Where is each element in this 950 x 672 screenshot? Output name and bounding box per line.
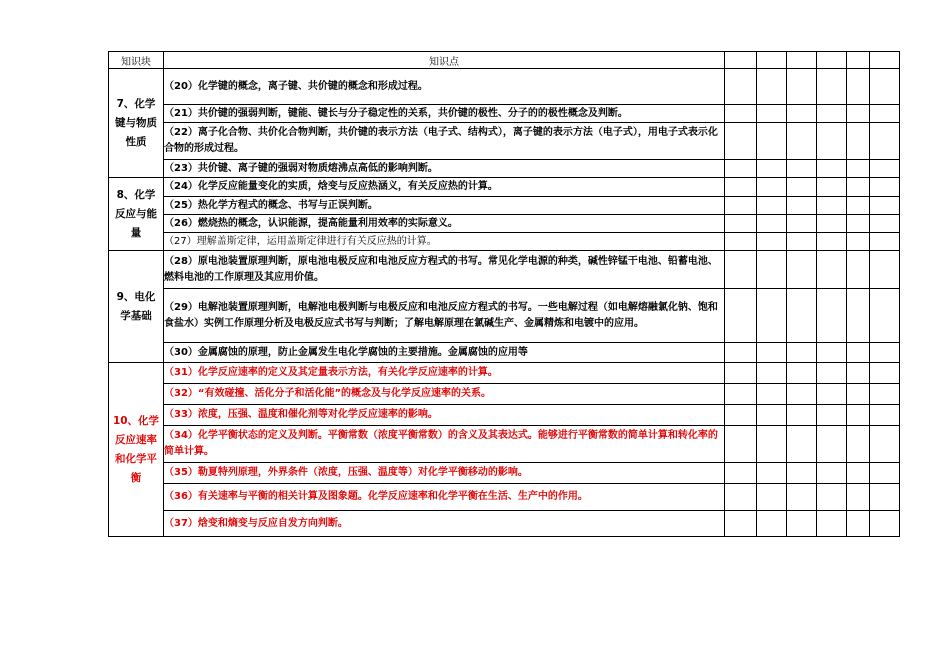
check-cell[interactable]	[847, 105, 870, 123]
check-cell[interactable]	[725, 343, 757, 363]
check-cell[interactable]	[787, 251, 817, 289]
knowledge-block-title: 8、化学反应与能量	[115, 188, 157, 239]
check-cell[interactable]	[725, 384, 757, 405]
knowledge-point: （27）理解盖斯定律，运用盖斯定律进行有关反应热的计算。	[164, 233, 725, 251]
check-cell[interactable]	[870, 233, 900, 251]
check-cell[interactable]	[870, 215, 900, 233]
check-cell[interactable]	[725, 215, 757, 233]
check-cell[interactable]	[817, 215, 847, 233]
knowledge-point: （23）共价键、离子键的强弱对物质熔沸点高低的影响判断。	[164, 160, 725, 178]
check-cell[interactable]	[757, 105, 787, 123]
knowledge-block-cell	[109, 251, 164, 363]
check-cell[interactable]	[870, 363, 900, 384]
check-cell[interactable]	[817, 405, 847, 426]
check-cell[interactable]	[787, 105, 817, 123]
check-cell[interactable]	[847, 511, 870, 537]
knowledge-point: （30）金属腐蚀的原理，防止金属发生电化学腐蚀的主要措施。金属腐蚀的应用等	[164, 343, 725, 363]
check-cell[interactable]	[725, 69, 757, 105]
table-row	[109, 160, 900, 178]
check-cell[interactable]	[847, 426, 870, 463]
check-cell[interactable]	[817, 511, 847, 537]
check-cell[interactable]	[725, 484, 757, 511]
table-row	[109, 215, 900, 233]
check-cell[interactable]	[847, 178, 870, 197]
table-row	[109, 289, 900, 343]
knowledge-block-title: 7、化学键与物质性质	[115, 97, 157, 148]
check-cell[interactable]	[725, 105, 757, 123]
check-cell[interactable]	[725, 405, 757, 426]
check-cell[interactable]	[870, 463, 900, 484]
check-cell[interactable]	[817, 251, 847, 289]
knowledge-block-cell	[109, 69, 164, 178]
check-cell[interactable]	[870, 426, 900, 463]
check-cell[interactable]	[757, 405, 787, 426]
knowledge-table	[108, 51, 900, 537]
check-cell[interactable]	[757, 511, 787, 537]
table-row	[109, 405, 900, 426]
check-column-header	[787, 52, 817, 69]
check-cell[interactable]	[757, 69, 787, 105]
check-cell[interactable]	[757, 178, 787, 197]
table-row	[109, 197, 900, 215]
table-row	[109, 426, 900, 463]
check-cell[interactable]	[870, 105, 900, 123]
check-cell[interactable]	[725, 511, 757, 537]
table-row	[109, 511, 900, 537]
check-cell[interactable]	[847, 343, 870, 363]
check-cell[interactable]	[870, 123, 900, 160]
table-row	[109, 69, 900, 105]
knowledge-point: （22）离子化合物、共价化合物判断，共价键的表示方法（电子式、结构式），离子键的表示方法（电子式），用电子式表示化合物的形成过程。	[164, 123, 725, 160]
check-column-header	[725, 52, 757, 69]
check-cell[interactable]	[787, 363, 817, 384]
check-cell[interactable]	[725, 363, 757, 384]
check-cell[interactable]	[725, 463, 757, 484]
check-cell[interactable]	[847, 251, 870, 289]
check-cell[interactable]	[757, 233, 787, 251]
check-cell[interactable]	[847, 363, 870, 384]
check-cell[interactable]	[787, 463, 817, 484]
header-row	[109, 52, 900, 69]
check-cell[interactable]	[870, 343, 900, 363]
knowledge-point: （24）化学反应能量变化的实质，焓变与反应热涵义，有关反应热的计算。	[164, 178, 725, 197]
table-row	[109, 363, 900, 384]
check-cell[interactable]	[787, 511, 817, 537]
table-row	[109, 251, 900, 289]
check-cell[interactable]	[870, 384, 900, 405]
check-cell[interactable]	[847, 463, 870, 484]
knowledge-block-title: 10、化学反应速率和化学平衡	[112, 414, 160, 484]
knowledge-block-cell	[109, 178, 164, 251]
knowledge-point: （28）原电池装置原理判断，原电池电极反应和电池反应方程式的书写。常见化学电源的种类，碱性锌锰干电池、铅蓄电池、燃料电池的工作原理及其应用价值。	[164, 251, 725, 289]
check-cell[interactable]	[725, 160, 757, 178]
check-cell[interactable]	[725, 251, 757, 289]
check-cell[interactable]	[817, 233, 847, 251]
check-cell[interactable]	[787, 178, 817, 197]
table-row	[109, 105, 900, 123]
header-point: 知识点	[164, 52, 725, 69]
table-row	[109, 123, 900, 160]
check-cell[interactable]	[787, 484, 817, 511]
check-cell[interactable]	[817, 426, 847, 463]
knowledge-point: （37）焓变和熵变与反应自发方向判断。	[164, 511, 725, 537]
check-cell[interactable]	[847, 289, 870, 343]
check-cell[interactable]	[817, 343, 847, 363]
check-cell[interactable]	[870, 251, 900, 289]
check-cell[interactable]	[847, 484, 870, 511]
header-block: 知识块	[109, 52, 164, 69]
check-cell[interactable]	[870, 289, 900, 343]
check-cell[interactable]	[817, 178, 847, 197]
check-cell[interactable]	[725, 233, 757, 251]
check-cell[interactable]	[787, 233, 817, 251]
check-cell[interactable]	[757, 251, 787, 289]
check-cell[interactable]	[787, 426, 817, 463]
check-cell[interactable]	[757, 484, 787, 511]
check-cell[interactable]	[847, 384, 870, 405]
check-cell[interactable]	[787, 197, 817, 215]
check-cell[interactable]	[787, 69, 817, 105]
check-column-header	[870, 52, 900, 69]
check-cell[interactable]	[757, 363, 787, 384]
check-cell[interactable]	[787, 405, 817, 426]
check-cell[interactable]	[757, 289, 787, 343]
check-cell[interactable]	[817, 289, 847, 343]
table-row	[109, 463, 900, 484]
knowledge-point: （35）勒夏特列原理，外界条件（浓度，压强、温度等）对化学平衡移动的影响。	[164, 463, 725, 484]
check-cell[interactable]	[817, 123, 847, 160]
check-cell[interactable]	[757, 384, 787, 405]
knowledge-point: （25）热化学方程式的概念、书写与正误判断。	[164, 197, 725, 215]
knowledge-point: （26）燃烧热的概念，认识能源，提高能量利用效率的实际意义。	[164, 215, 725, 233]
check-cell[interactable]	[817, 160, 847, 178]
check-cell[interactable]	[847, 215, 870, 233]
check-cell[interactable]	[847, 123, 870, 160]
check-cell[interactable]	[870, 178, 900, 197]
check-cell[interactable]	[725, 178, 757, 197]
check-cell[interactable]	[725, 197, 757, 215]
knowledge-point: （21）共价键的强弱判断，键能、键长与分子稳定性的关系，共价键的极性、分子的的极性概念及判断。	[164, 105, 725, 123]
check-cell[interactable]	[725, 426, 757, 463]
check-cell[interactable]	[787, 160, 817, 178]
check-cell[interactable]	[757, 123, 787, 160]
check-cell[interactable]	[817, 69, 847, 105]
knowledge-point: （32）“有效碰撞、活化分子和活化能”的概念及与化学反应速率的关系。	[164, 384, 725, 405]
check-cell[interactable]	[817, 363, 847, 384]
check-cell[interactable]	[787, 343, 817, 363]
check-cell[interactable]	[817, 484, 847, 511]
knowledge-point: （31）化学反应速率的定义及其定量表示方法，有关化学反应速率的计算。	[164, 363, 725, 384]
knowledge-point: （20）化学键的概念，离子键、共价键的概念和形成过程。	[164, 69, 725, 105]
check-column-header	[847, 52, 870, 69]
check-cell[interactable]	[757, 197, 787, 215]
check-cell[interactable]	[787, 215, 817, 233]
check-cell[interactable]	[787, 384, 817, 405]
check-cell[interactable]	[817, 197, 847, 215]
check-cell[interactable]	[787, 289, 817, 343]
table-row	[109, 343, 900, 363]
check-cell[interactable]	[870, 69, 900, 105]
check-cell[interactable]	[847, 405, 870, 426]
check-cell[interactable]	[847, 233, 870, 251]
check-cell[interactable]	[757, 160, 787, 178]
knowledge-block-title: 9、电化学基础	[116, 290, 156, 322]
check-cell[interactable]	[817, 384, 847, 405]
check-cell[interactable]	[870, 511, 900, 537]
check-cell[interactable]	[757, 426, 787, 463]
check-cell[interactable]	[870, 405, 900, 426]
check-cell[interactable]	[870, 197, 900, 215]
check-cell[interactable]	[870, 160, 900, 178]
table-row	[109, 384, 900, 405]
check-column-header	[817, 52, 847, 69]
table-row	[109, 484, 900, 511]
check-cell[interactable]	[725, 289, 757, 343]
knowledge-block-cell	[109, 363, 164, 537]
knowledge-point: （29）电解池装置原理判断，电解池电极判断与电极反应和电池反应方程式的书写。一些电解过程（如电解熔融氯化钠、饱和食盐水）实例工作原理分析及电极反应式书写与判断；了解电解原理在氯碱生产、金属精炼和电镀中的应用。	[164, 289, 725, 343]
check-cell[interactable]	[817, 463, 847, 484]
knowledge-point: （33）浓度，压强、温度和催化剂等对化学反应速率的影响。	[164, 405, 725, 426]
check-cell[interactable]	[757, 215, 787, 233]
table-body	[109, 69, 900, 537]
knowledge-point: （36）有关速率与平衡的相关计算及图象题。化学反应速率和化学平衡在生活、生产中的作用。	[164, 484, 725, 511]
check-cell[interactable]	[847, 69, 870, 105]
knowledge-point: （34）化学平衡状态的定义及判断。平衡常数（浓度平衡常数）的含义及其表达式。能够进行平衡常数的简单计算和转化率的简单计算。	[164, 426, 725, 463]
check-cell[interactable]	[787, 123, 817, 160]
check-cell[interactable]	[847, 197, 870, 215]
check-column-header	[757, 52, 787, 69]
check-cell[interactable]	[725, 123, 757, 160]
check-cell[interactable]	[847, 160, 870, 178]
check-cell[interactable]	[757, 463, 787, 484]
table-row	[109, 178, 900, 197]
check-cell[interactable]	[757, 343, 787, 363]
check-cell[interactable]	[870, 484, 900, 511]
table-row	[109, 233, 900, 251]
check-cell[interactable]	[817, 105, 847, 123]
